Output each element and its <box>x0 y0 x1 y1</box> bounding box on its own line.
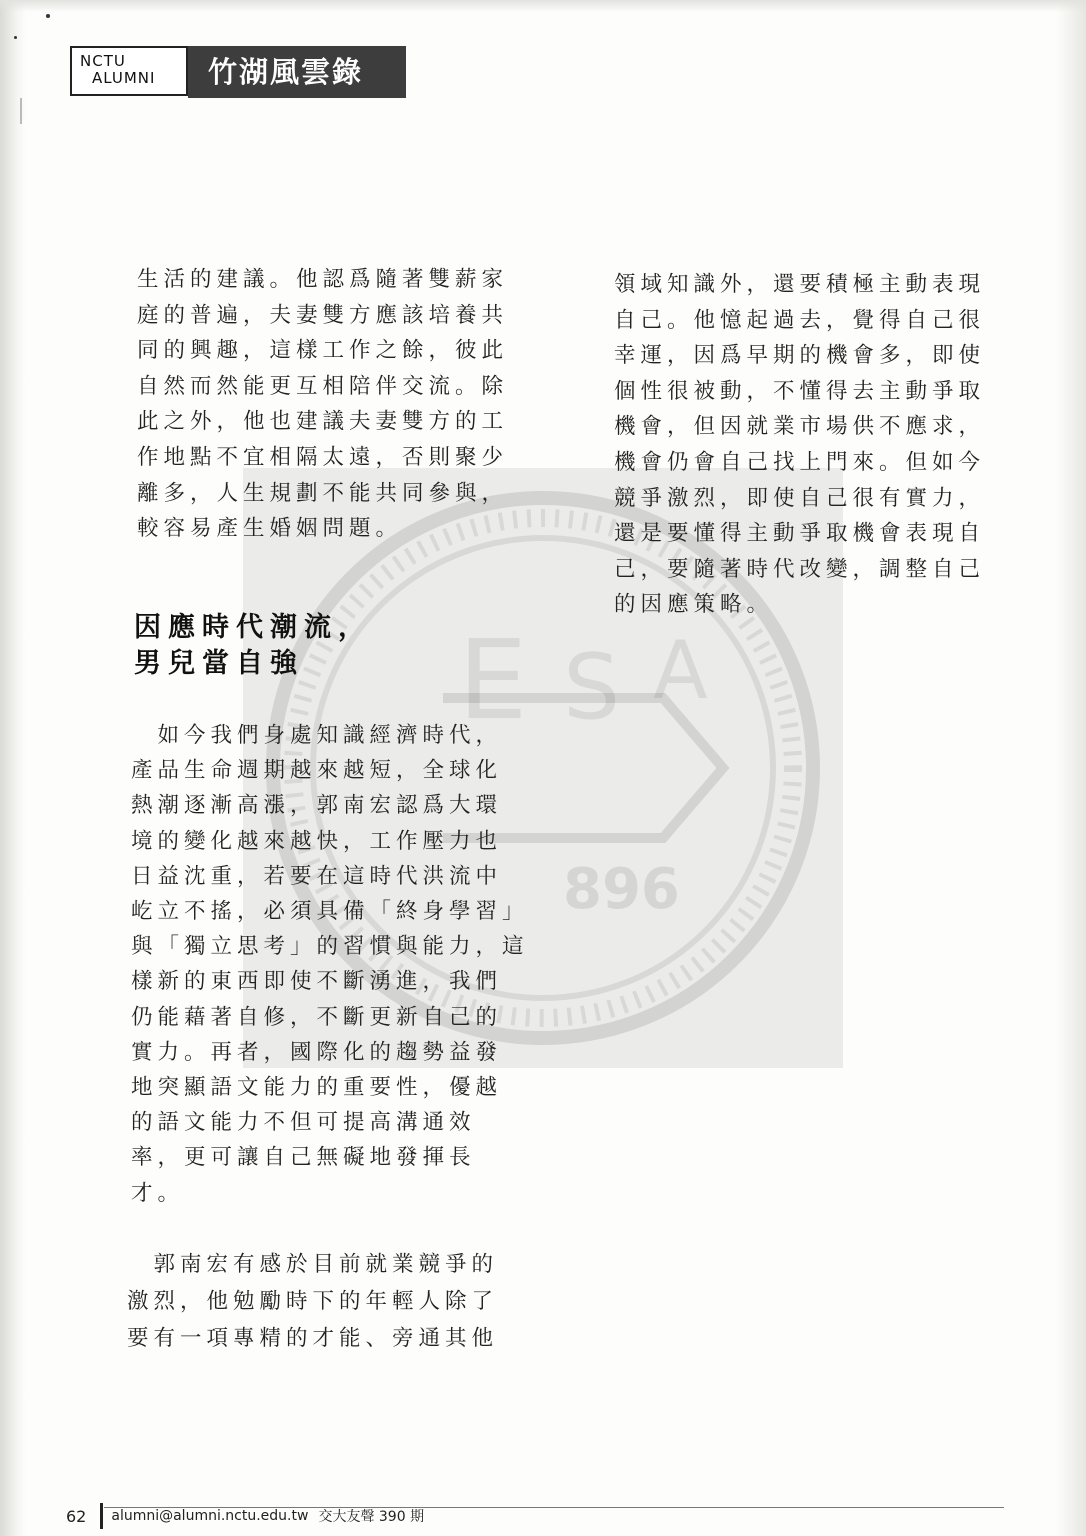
page-number: 62 <box>66 1506 87 1526</box>
text-line: 屹立不搖，必須具備「終身學習」 <box>131 899 529 925</box>
column-title: 竹湖風雲錄 <box>188 46 406 98</box>
scan-edge-right <box>1056 0 1086 1536</box>
brand-line-2: ALUMNI <box>92 69 156 87</box>
text-line: 仍能藉著自修，不斷更新自己的 <box>131 1004 503 1030</box>
text-line: 激烈，他勉勵時下的年輕人除了 <box>127 1289 499 1314</box>
text-line: 日益沈重，若要在這時代洪流中 <box>131 863 503 889</box>
text-line: 率，更可讓自己無礙地發揮長 <box>131 1145 476 1171</box>
text-line: 產品生命週期越來越短，全球化 <box>131 758 503 784</box>
text-line: 幸運，因爲早期的機會多，即使 <box>614 343 986 369</box>
left-paragraph-3 <box>127 1246 498 1357</box>
text-line: 要有一項專精的才能、旁通其他 <box>127 1326 499 1351</box>
left-paragraph-1 <box>137 262 508 547</box>
text-line: 自己。他憶起過去，覺得自己很 <box>614 307 986 333</box>
scan-speck <box>46 14 50 18</box>
left-paragraph-2 <box>131 718 529 1211</box>
svg-text:896: 896 <box>563 857 680 922</box>
text-line: 庭的普遍，夫妻雙方應該培養共 <box>137 302 509 328</box>
column-header <box>70 46 406 98</box>
brand-line-1: NCTU <box>80 52 126 70</box>
right-paragraph <box>614 267 985 623</box>
scan-edge-top <box>0 0 1086 12</box>
text-line: 實力。再者，國際化的趨勢益發 <box>131 1039 503 1065</box>
margin-rule <box>20 98 22 124</box>
text-line: 如今我們身處知識經濟時代， <box>131 723 503 748</box>
brand-logo <box>70 46 188 96</box>
text-line: 個性很被動，不懂得去主動爭取 <box>614 378 986 404</box>
text-line: 較容易產生婚姻問題。 <box>137 516 403 542</box>
text-line: 的語文能力不但可提高溝通效 <box>131 1110 476 1136</box>
text-line: 機會，但因就業市場供不應求， <box>614 414 986 440</box>
scan-edge-left <box>0 0 26 1536</box>
heading-line-2: 男兒當自強 <box>134 648 304 679</box>
svg-text:S: S <box>563 635 621 740</box>
heading-line-1: 因應時代潮流， <box>134 612 372 643</box>
text-line: 領域知識外，還要積極主動表現 <box>614 272 986 297</box>
text-line: 同的興趣，這樣工作之餘，彼此 <box>137 338 509 364</box>
svg-text:A: A <box>653 624 708 717</box>
footer-email: alumni@alumni.nctu.edu.tw <box>111 1508 309 1524</box>
text-line: 熱潮逐漸高漲，郭南宏認爲大環 <box>131 793 503 819</box>
text-line: 郭南宏有感於目前就業競爭的 <box>127 1252 499 1277</box>
text-line: 自然而然能更互相陪伴交流。除 <box>137 373 509 399</box>
text-line: 樣新的東西即使不斷湧進，我們 <box>131 969 503 995</box>
section-heading <box>134 610 372 682</box>
text-line: 機會仍會自己找上門來。但如今 <box>614 449 986 475</box>
scan-speck <box>14 36 17 39</box>
text-line: 與「獨立思考」的習慣與能力，這 <box>131 934 529 960</box>
footer-divider <box>100 1503 103 1529</box>
text-line: 競爭激烈，即使自己很有實力， <box>614 485 986 511</box>
text-line: 此之外，他也建議夫妻雙方的工 <box>137 409 509 435</box>
text-line: 境的變化越來越快，工作壓力也 <box>131 828 503 854</box>
text-line: 的因應策略。 <box>614 592 774 618</box>
text-line: 離多，人生規劃不能共同參與， <box>137 480 509 506</box>
svg-text:E: E <box>458 616 528 744</box>
text-line: 作地點不宜相隔太遠，否則聚少 <box>137 444 509 470</box>
footer-magazine: 交大友聲 390 期 <box>318 1509 425 1525</box>
text-line: 生活的建議。他認爲隨著雙薪家 <box>137 267 509 292</box>
page-footer <box>66 1503 424 1529</box>
text-line: 地突顯語文能力的重要性，優越 <box>131 1075 503 1101</box>
text-line: 才。 <box>131 1180 185 1206</box>
text-line: 還是要懂得主動爭取機會表現自 <box>614 521 986 547</box>
text-line: 己，要隨著時代改變，調整自己 <box>614 556 986 582</box>
